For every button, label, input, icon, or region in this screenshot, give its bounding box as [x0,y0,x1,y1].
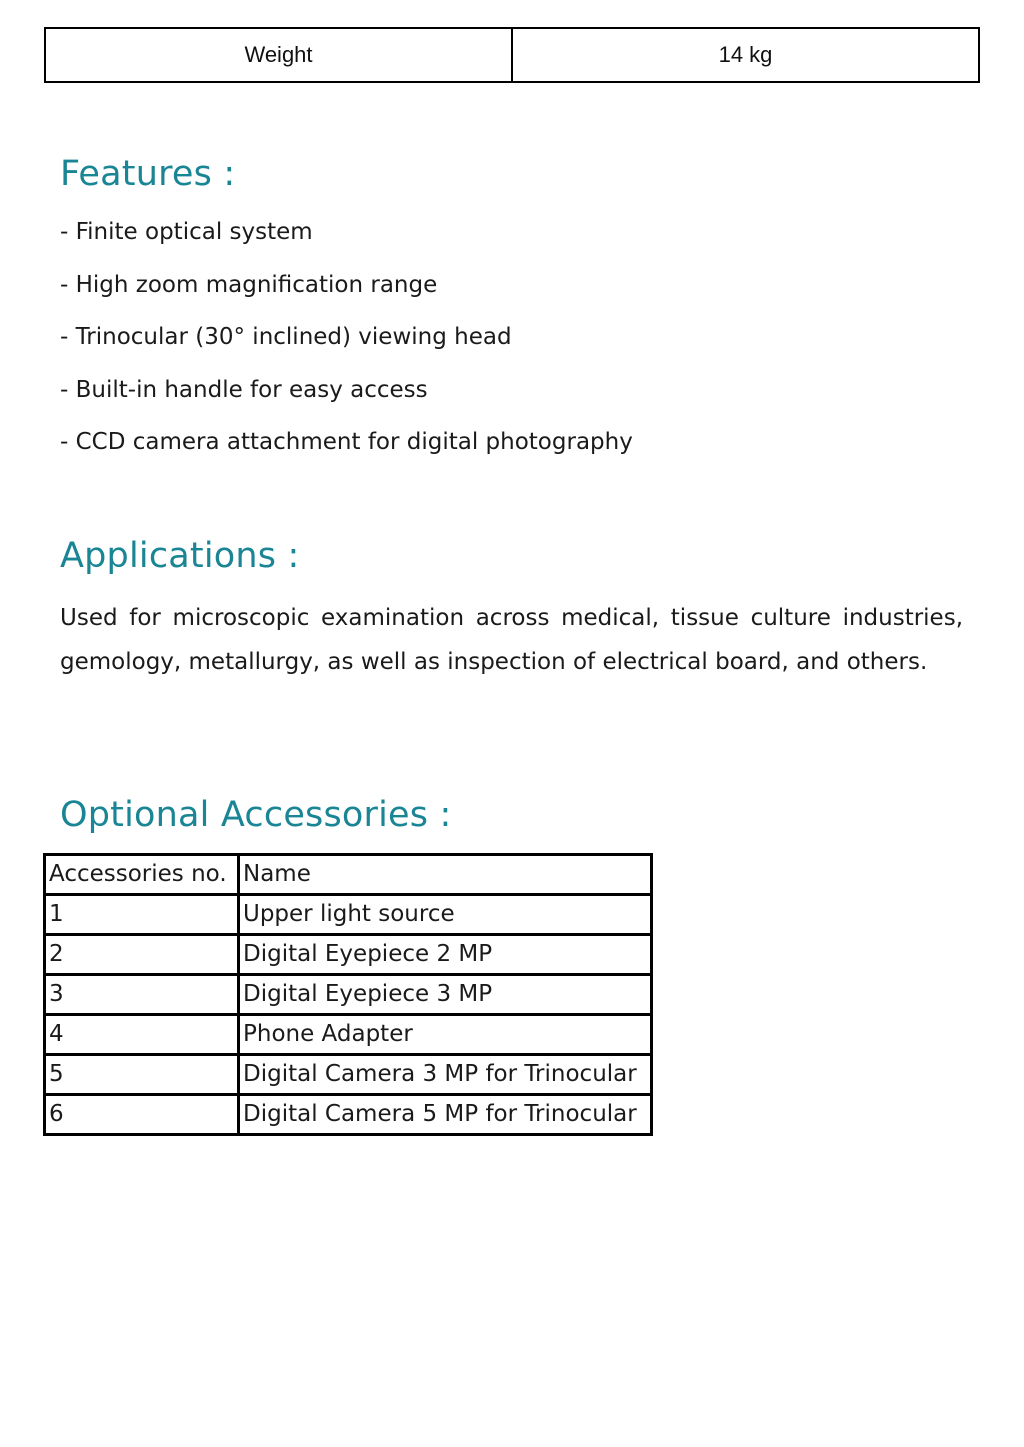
accessories-heading: Optional Accessories : [60,795,452,835]
applications-paragraph: Used for microscopic examination across medical, tissue culture industries, gemology, metallurgy, as well as inspection of electrical board, and others. [60,605,963,675]
feature-item: - Trinocular (30° inclined) viewing head [60,324,512,350]
table-row [45,1055,652,1095]
table-header-row [45,855,652,895]
accessory-name: Digital Eyepiece 3 MP [239,975,652,1015]
spec-value: 14 kg [512,28,979,82]
feature-item: - CCD camera attachment for digital photography [60,429,633,455]
header-name: Name [239,855,652,895]
accessory-no: 3 [45,975,239,1015]
spec-row-weight [45,28,979,82]
feature-item: - High zoom magnification range [60,271,438,298]
table-row [45,1015,652,1055]
accessories-table [43,853,653,1136]
table-row [45,1095,652,1135]
header-accessory-no: Accessories no. [45,855,239,895]
feature-item: - Built-in handle for easy access [60,376,428,403]
accessory-name: Digital Eyepiece 2 MP [239,935,652,975]
features-heading: Features : [60,154,236,194]
accessory-no: 5 [45,1055,239,1095]
accessory-no: 2 [45,935,239,975]
accessory-name: Digital Camera 5 MP for Trinocular [239,1095,652,1135]
applications-heading: Applications : [60,536,300,576]
accessory-name: Digital Camera 3 MP for Trinocular [239,1055,652,1095]
accessory-no: 1 [45,895,239,935]
accessory-no: 4 [45,1015,239,1055]
spec-label: Weight [45,28,512,82]
accessory-name: Phone Adapter [239,1015,652,1055]
spec-table [44,27,980,83]
feature-item: - Finite optical system [60,219,313,245]
accessory-no: 6 [45,1095,239,1135]
table-row [45,975,652,1015]
table-row [45,935,652,975]
table-row [45,895,652,935]
features-list [60,216,633,479]
accessory-name: Upper light source [239,895,652,935]
